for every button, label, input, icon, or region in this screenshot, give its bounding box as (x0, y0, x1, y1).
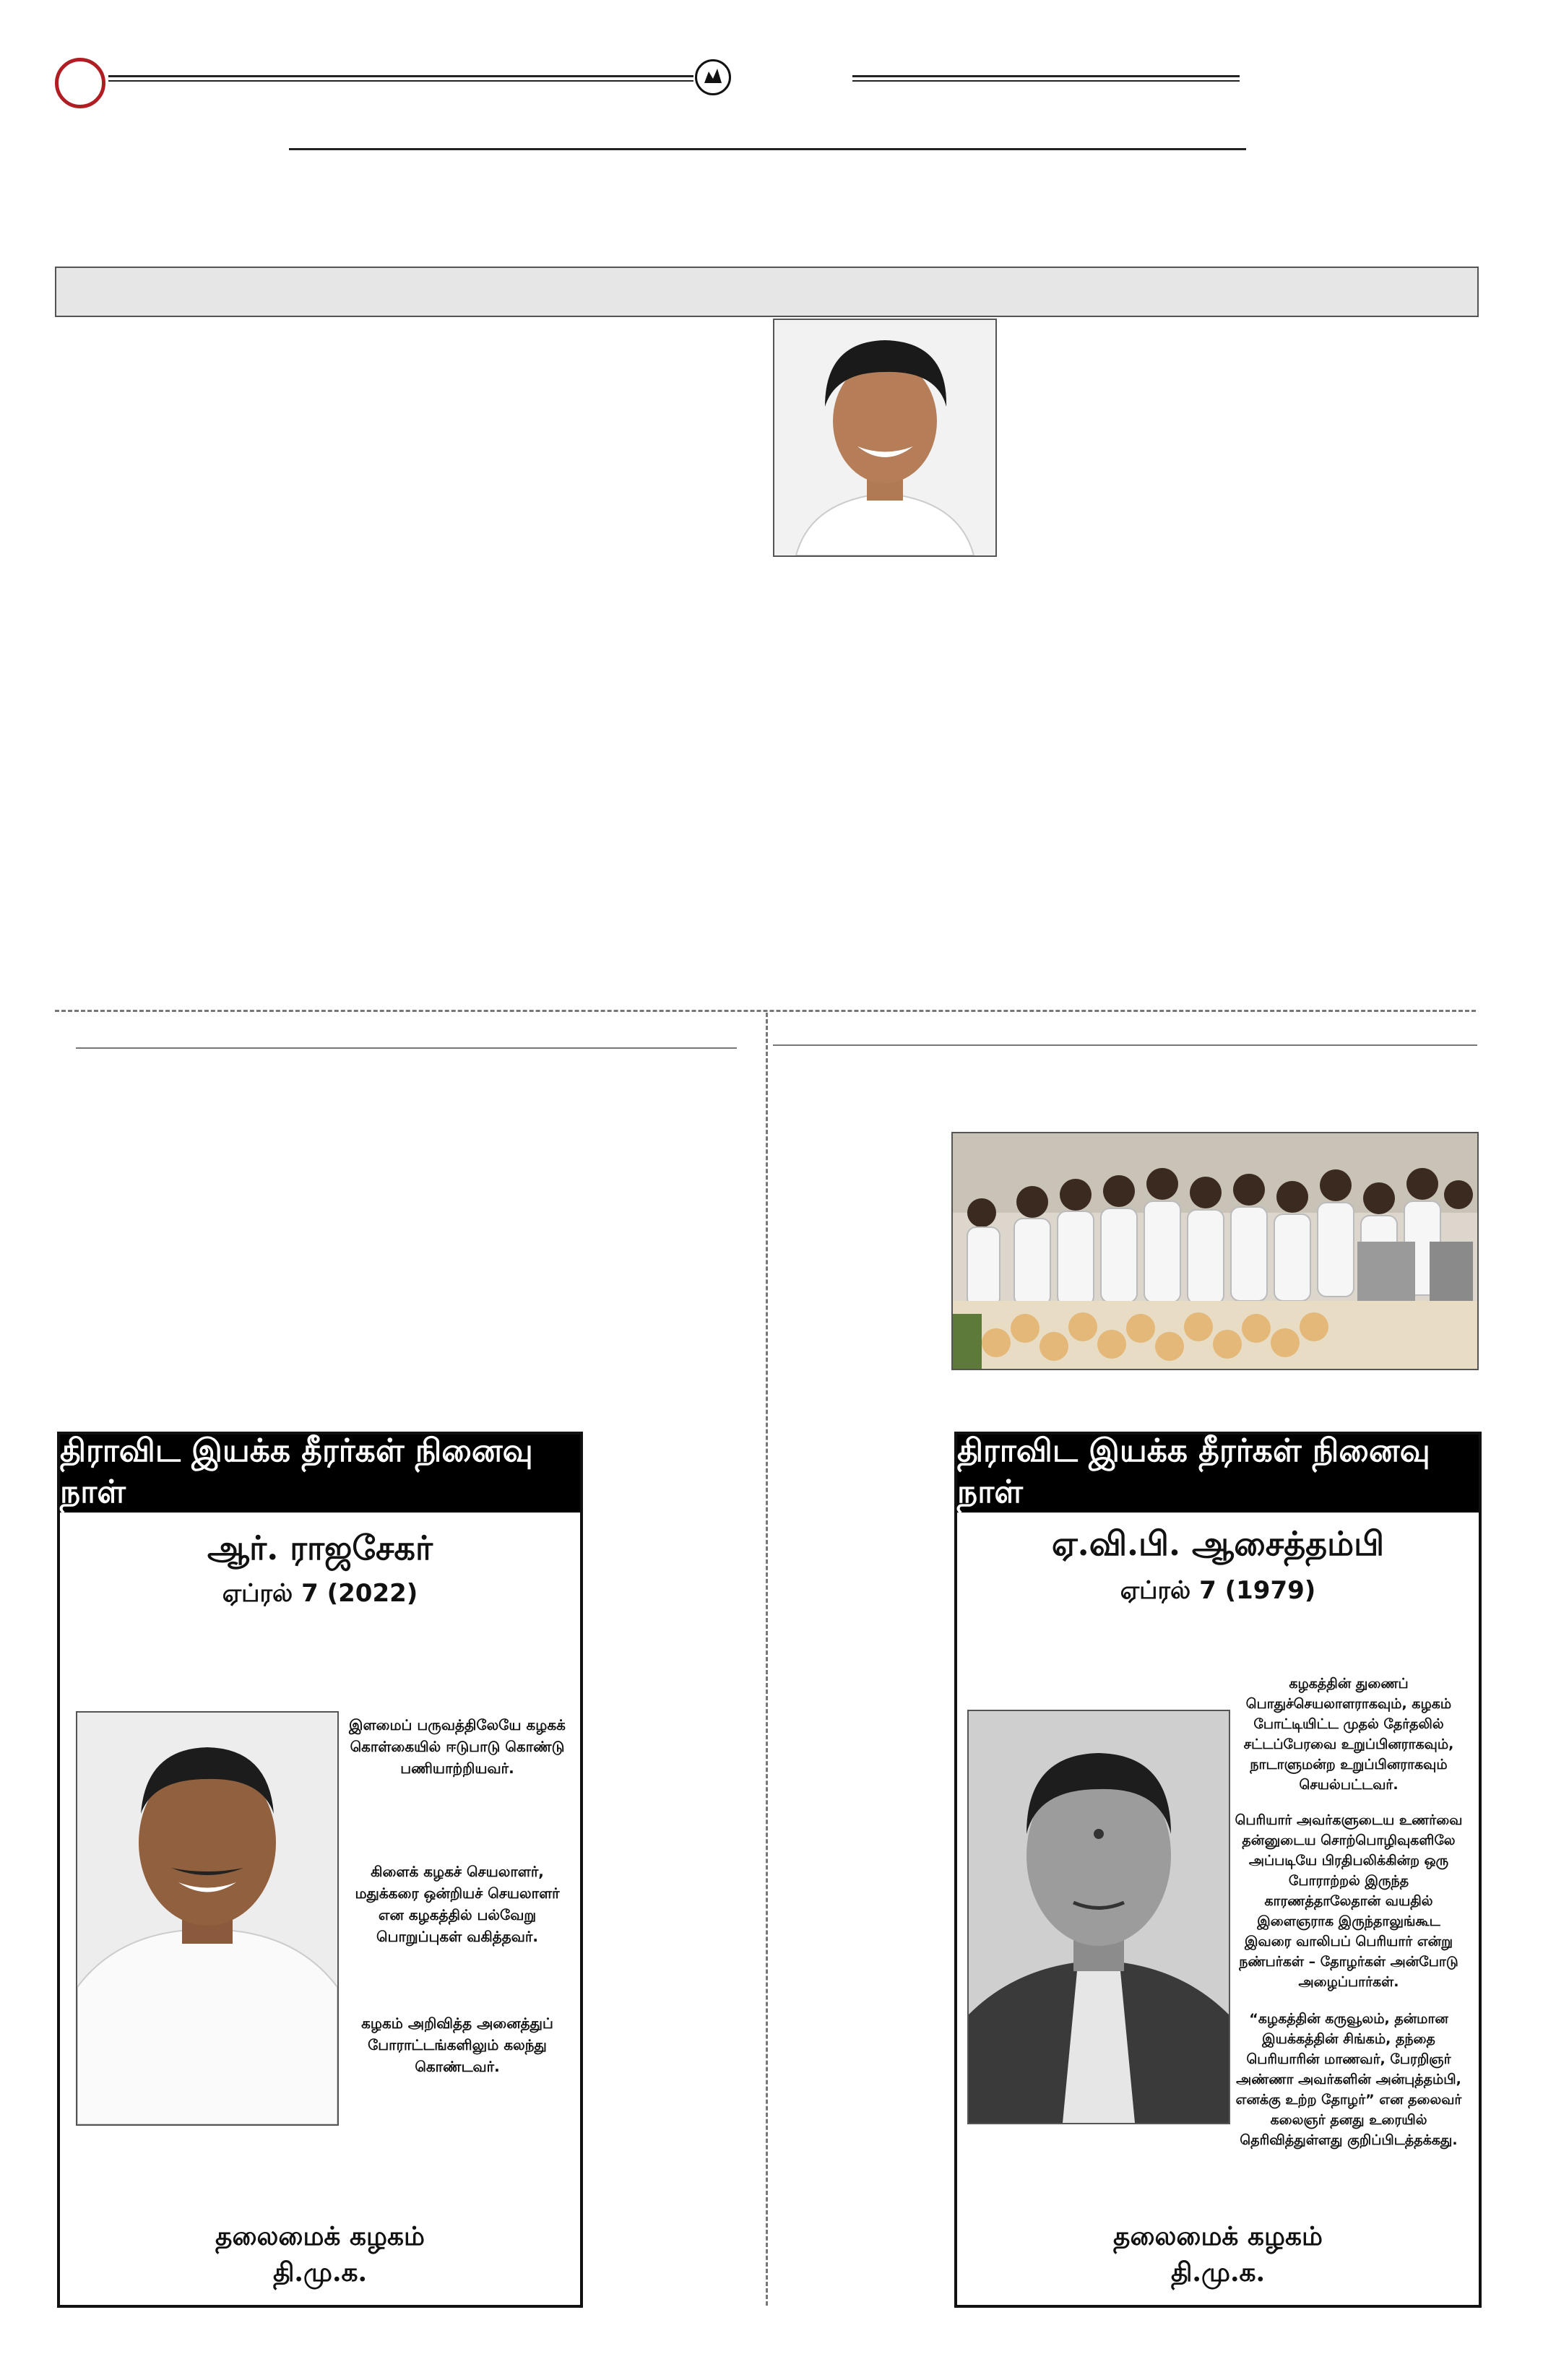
left-column-rule (76, 1047, 737, 1049)
column-divider (766, 1013, 768, 2306)
header-rule-left-bottom (108, 80, 693, 82)
header-rule-right-top (852, 75, 1240, 77)
memorial-portrait-left (76, 1711, 339, 2126)
header-rule-left-top (108, 75, 693, 77)
memorial-name: ஆர். ராஜசேகர் (207, 1528, 433, 1567)
memorial-paragraph-1: கழகத்தின் துணைப் பொதுச்செயலாளராகவும், கழகம் போட்டியிட்ட முதல் தேர்தலில் சட்டப்பேரவை உறுப்பினராகவும், நாடாளுமன்ற உறுப்பினராகவும் செயல்பட்டவர். (1243, 1676, 1454, 1793)
section-divider (55, 1010, 1476, 1012)
emblem-icon (695, 59, 731, 95)
memorial-box-right (954, 1432, 1482, 2308)
memorial-heading: திராவிட இயக்க தீரர்கள் நினைவு நாள் (957, 1435, 1479, 1513)
top-portrait-photo (773, 319, 997, 557)
page-corner-circle (55, 58, 105, 108)
memorial-paragraph-3: “கழகத்தின் கருவூலம், தன்மான இயக்கத்தின் சிங்கம், தந்தை பெரியாரின் மாணவர், பேரறிஞர் அண்ணா அவர்களின் அன்புத்தம்பி, எனக்கு உற்ற தோழர்” என தலைவர் கலைஞர் தனது உரையில் தெரிவித்துள்ளது குறிப்பிடத்தக்கது. (1235, 2011, 1462, 2148)
memorial-name: ஏ.வி.பி. ஆசைத்தம்பி (1051, 1524, 1385, 1563)
memorial-paragraph-2: கிளைக் கழகச் செயலாளர், மதுக்கரை ஒன்றியச் செயலாளர் என கழகத்தில் பல்வேறு பொறுப்புகள் வகித்தவர். (355, 1863, 560, 1945)
crowd-event-photo (951, 1132, 1479, 1370)
signature-line-1: தலைமைக் கழகம் (1113, 2221, 1323, 2251)
headline-rule (289, 148, 1246, 150)
section-banner (55, 267, 1479, 317)
memorial-paragraph-2: பெரியார் அவர்களுடைய உணர்வை தன்னுடைய சொற்பொழிவுகளிலே அப்படியே பிரதிபலிக்கின்ற ஒரு போராற்றல் இருந்த காரணத்தாலேதான் வயதில் இளைஞராக இருந்தாலுங்கூட இவரை வாலிபப் பெரியார் என்று நண்பர்கள் – தோழர்கள் அன்போடு அழைப்பார்கள். (1235, 1812, 1463, 1990)
memorial-date: ஏப்ரல் 7 (1979) (1120, 1576, 1316, 1605)
memorial-heading: திராவிட இயக்க தீரர்கள் நினைவு நாள் (60, 1435, 580, 1513)
signature-line-2: தி.மு.க. (1170, 2257, 1266, 2288)
memorial-box-left (57, 1432, 583, 2308)
signature-line-1: தலைமைக் கழகம் (215, 2221, 425, 2251)
memorial-paragraph-3: கழகம் அறிவித்த அனைத்துப் போராட்டங்களிலும் கலந்து கொண்டவர். (361, 2015, 553, 2075)
right-column-rule (773, 1044, 1477, 1046)
memorial-date: ஏப்ரல் 7 (2022) (222, 1579, 418, 1608)
memorial-portrait-right (967, 1710, 1230, 2124)
signature-line-2: தி.மு.க. (272, 2257, 368, 2288)
memorial-paragraph-1: இளமைப் பருவத்திலேயே கழகக் கொள்கையில் ஈடுபாடு கொண்டு பணியாற்றியவர். (349, 1716, 566, 1777)
header-rule-right-bottom (852, 80, 1240, 82)
